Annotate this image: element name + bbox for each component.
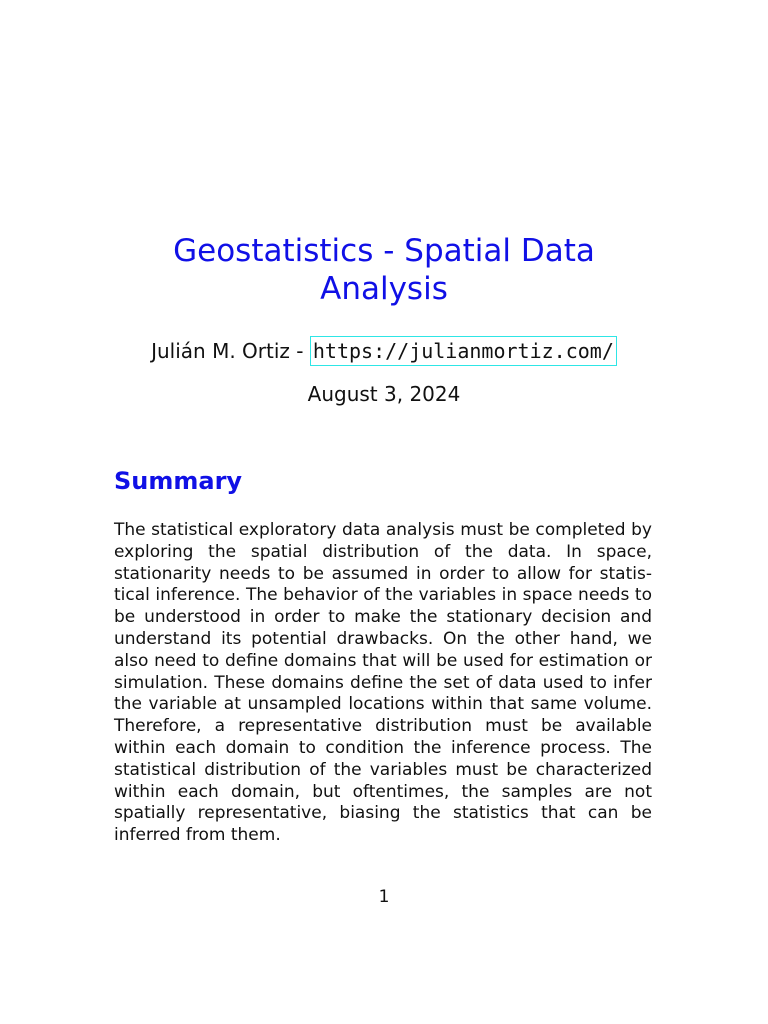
paper-date: August 3, 2024 xyxy=(307,382,461,406)
summary-body: The statistical exploratory data analysis must be completed by exploring the spatial distribution of the data. In space, stationarity needs to be assumed in order to allow for statistical inference. The behavior of the variables in space needs to be understood in order to make the stationary decision and understand its potential drawbacks. On the other hand, we also need to define domains that will be used for estimation or simulation. These domains define the set of data used to infer the variable at unsampled locations within that same volume. Therefore, a representative distribution must be available within each domain to condition the inference process. The statistical distribution of the variables must be characterized within each domain, but oftentimes, the samples are not spatially representative, biasing the statistics that can be inferred from them. xyxy=(114,520,652,846)
paper-title xyxy=(0,232,768,308)
paper-title-line-2: Analysis xyxy=(320,271,448,307)
author-line xyxy=(0,336,768,366)
summary-heading: Summary xyxy=(114,467,243,495)
author-url-link[interactable]: https://julianmortiz.com/ xyxy=(310,336,617,366)
paper-title-line-1: Geostatistics - Spatial Data xyxy=(173,233,595,269)
page-number: 1 xyxy=(378,887,390,907)
author-name: Julián M. Ortiz - xyxy=(151,339,310,363)
